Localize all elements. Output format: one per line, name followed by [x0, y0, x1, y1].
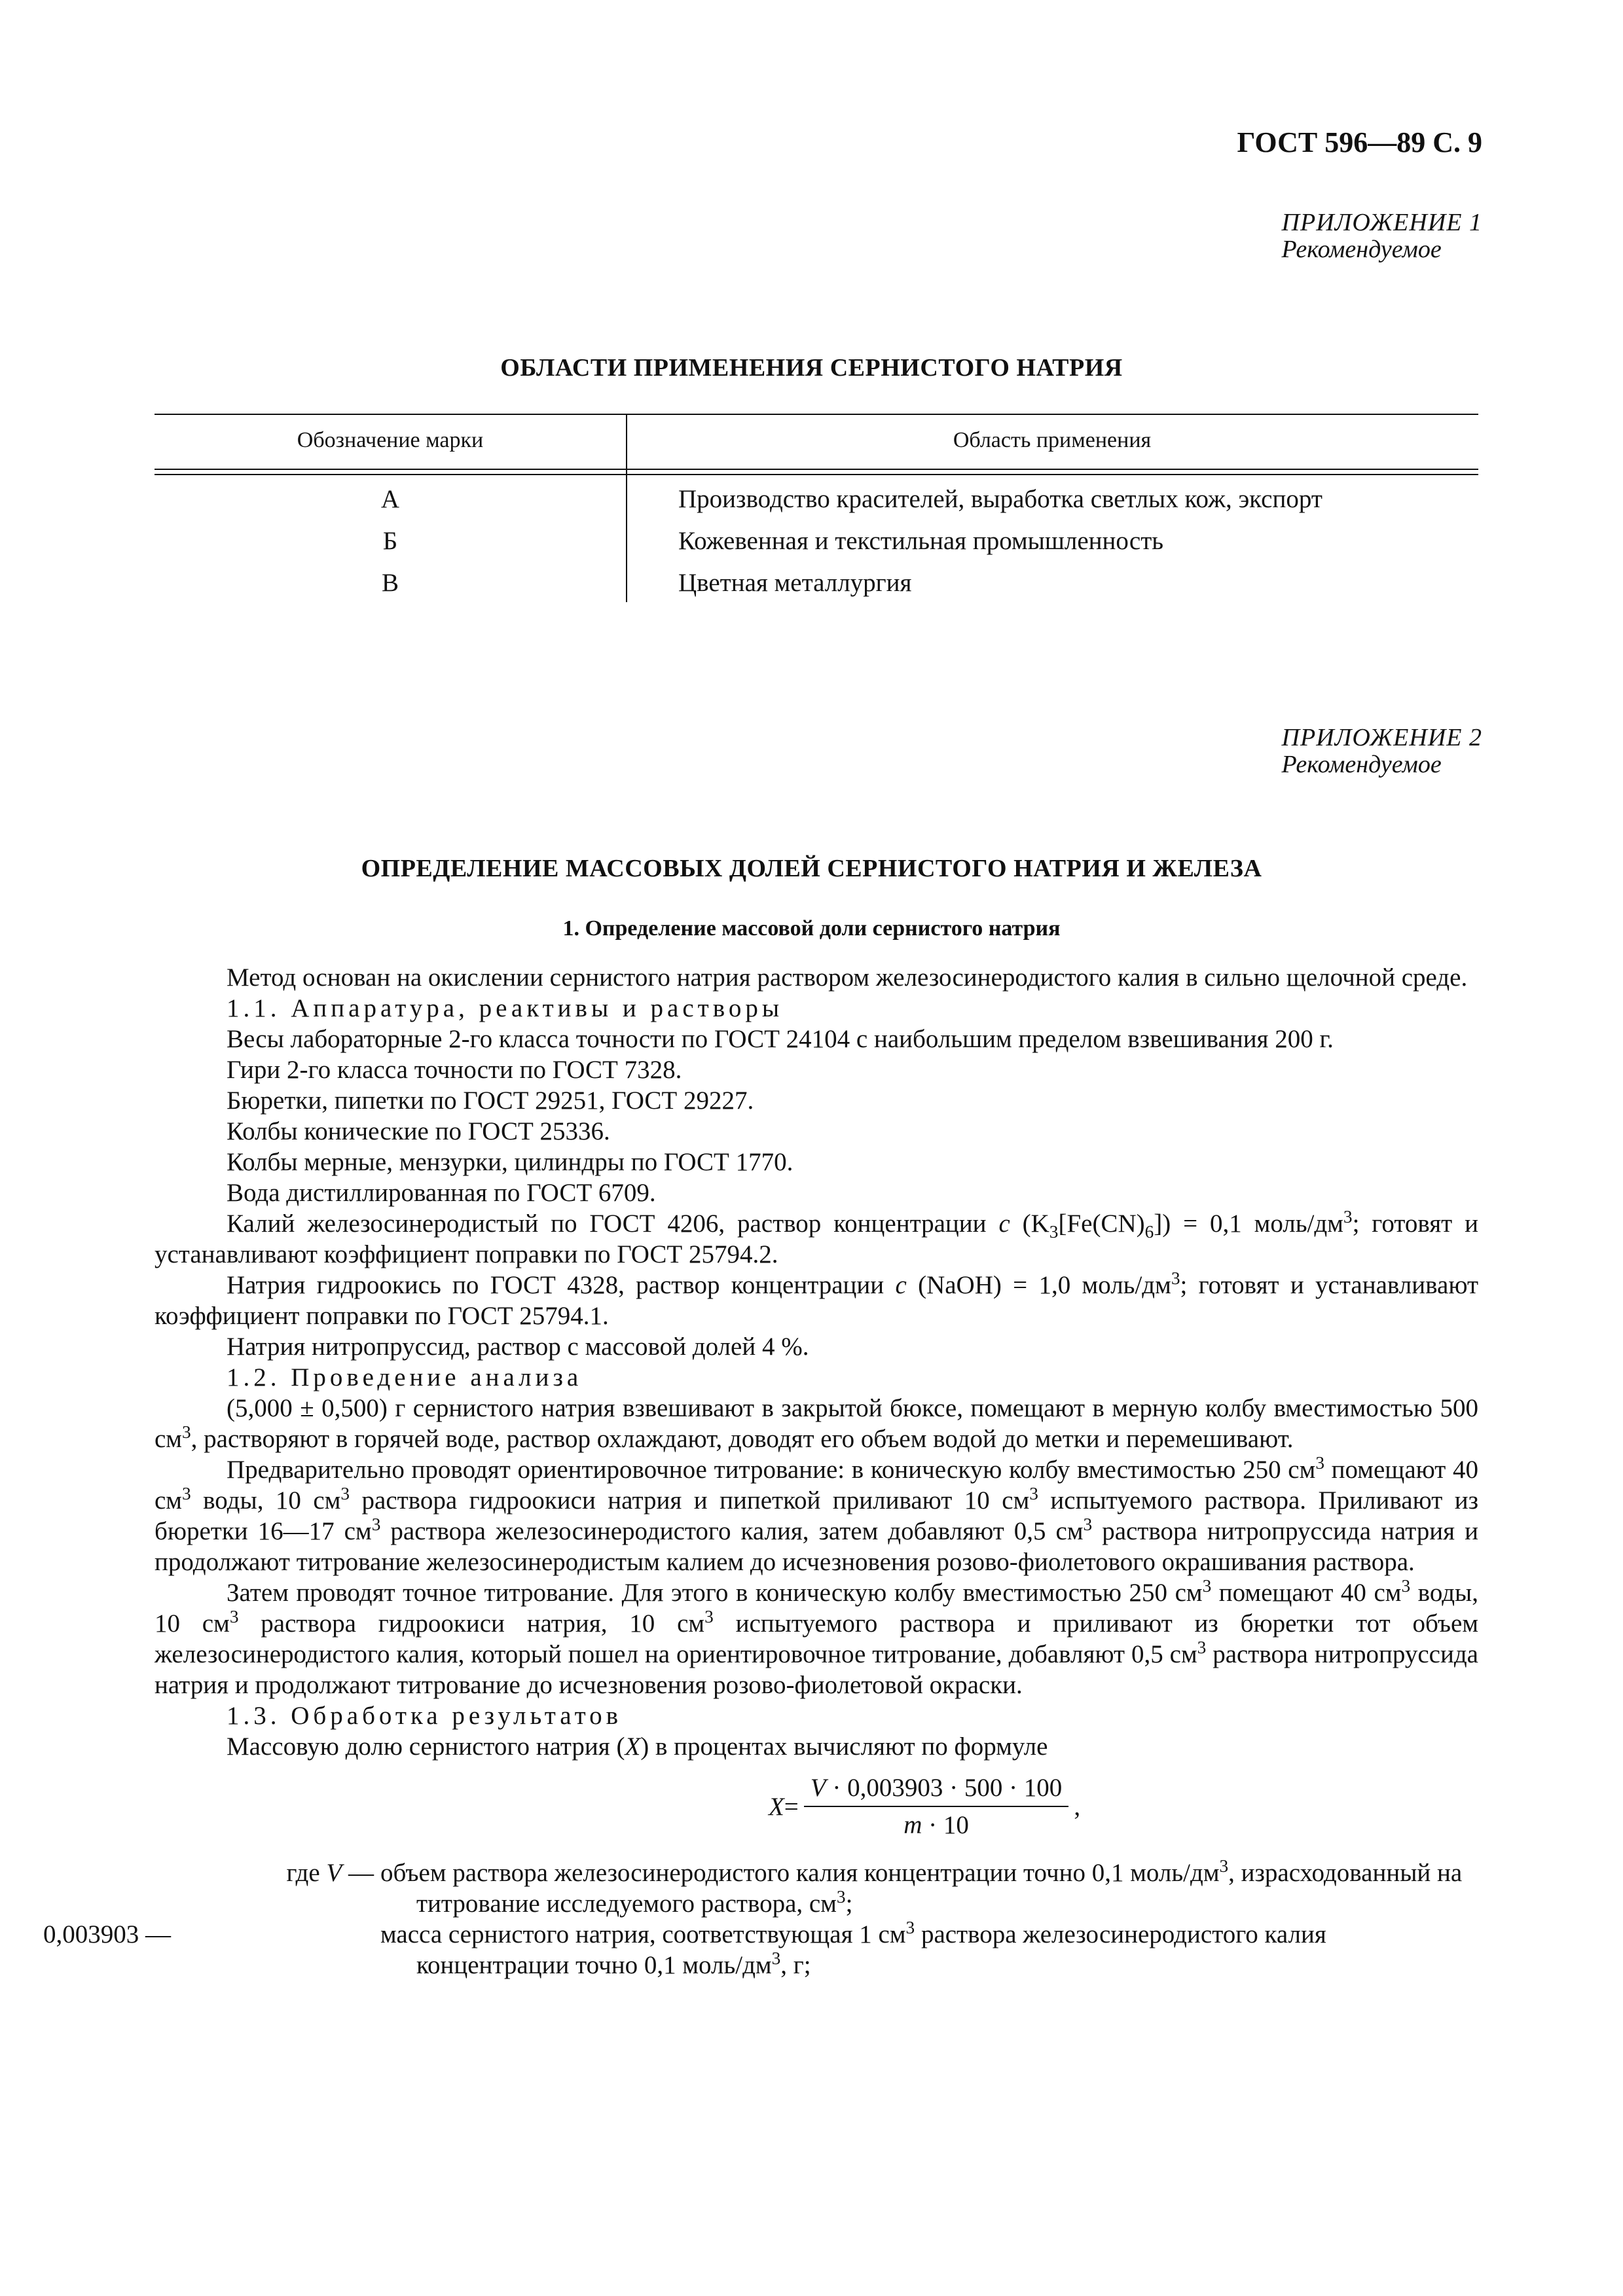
definition-term: 0,003903 — — [43, 1920, 171, 1948]
definition-text: объем раствора железосинеродистого калия концентрации точно 0,1 моль/$дм^3$, израсходованный на титрование исследуемого раствора, $см^3$; — [380, 1856, 1463, 1918]
formula-definitions — [43, 1856, 1478, 1981]
section-title-applications: ОБЛАСТИ ПРИМЕНЕНИЯ СЕРНИСТОГО НАТРИЯ — [500, 354, 1123, 382]
paragraph-flasks: Колбы конические по ГОСТ 25336. — [227, 1117, 610, 1145]
table-cell-mark: В — [381, 569, 399, 597]
table-cell-mark: А — [380, 485, 400, 513]
paragraph-burettes: Бюретки, пипетки по ГОСТ 29251, ГОСТ 29227. — [227, 1086, 754, 1115]
paragraph-method: Метод основан на окислении сернистого натрия раствором железосинеродистого калия в сильно щелочной среде. — [227, 963, 1468, 992]
definition-v — [155, 1857, 1478, 1919]
appendix-1-title: ПРИЛОЖЕНИЕ 1 — [1281, 209, 1482, 236]
paragraph-scales: Весы лабораторные 2-го класса точности по ГОСТ 24104 с наибольшим пределом взвешивания 200 г. — [227, 1025, 1334, 1053]
formula — [371, 1772, 1478, 1840]
paragraph-potassium: Калий железосинеродистый по ГОСТ 4206, раствор концентрации c $(K_3[Fe(CN)_6]) = 0,1$ моль/$дм^3$; готовят и устанавливают коэффициент поправки по ГОСТ 25794.2. — [155, 1207, 1478, 1268]
formula-equals: = — [784, 1792, 799, 1821]
definition-constant — [43, 1918, 1478, 1981]
table-cell-area: Производство красителей, выработка светлых кож, экспорт — [678, 485, 1322, 513]
table-cell-area: Кожевенная и текстильная промышленность — [678, 527, 1164, 555]
section-title-determination: ОПРЕДЕЛЕНИЕ МАССОВЫХ ДОЛЕЙ СЕРНИСТОГО НАТРИЯ И ЖЕЛЕЗА — [361, 855, 1262, 882]
paragraph-exact: Затем проводят точное титрование. Для этого в коническую колбу вместимостью 250 $см^3$ помещают 40 $см^3$ воды, 10 $см^3$ раствора гидроокиси натрия, 10 $см^3$ испытуемого раствора и приливают из бюретки тот объем железосинеродистого калия, который пошел на ориентировочное титрование, добавляют 0,5 $см^3$ раствора нитропруссида натрия и продолжают титрование до исчезновения розово-фиолетовой окраски. — [155, 1576, 1478, 1699]
definition-text: масса сернистого натрия, соответствующая 1 $см^3$ раствора железосинеродистого калия концентрации точно 0,1 моль/$дм^3$, г; — [380, 1918, 1326, 1979]
formula-denominator: m · 10 — [903, 1811, 969, 1839]
heading-1-1: 1.1. Аппаратура, реактивы и растворы — [227, 994, 784, 1022]
paragraph-analysis: (5,000 ± 0,500) г сернистого натрия взвешивают в закрытой бюксе, помещают в мерную колбу вместимостью 500 $см^3$, растворяют в горячей воде, раствор охлаждают, доводят его объем водой до метки и перемешивают. — [155, 1394, 1478, 1453]
heading-1-3: 1.3. Обработка результатов — [227, 1702, 623, 1730]
table-header-mark: Обозначение марки — [297, 428, 484, 452]
paragraph-nitroprusside: Натрия нитропруссид, раствор с массовой долей 4 %. — [227, 1333, 809, 1361]
formula-fraction — [804, 1772, 1069, 1840]
table-header-area: Область применения — [953, 428, 1152, 452]
page-header: ГОСТ 596—89 С. 9 — [1237, 126, 1482, 158]
paragraph-preliminary: Предварительно проводят ориентировочное титрование: в коническую колбу вместимостью 250 $см^3$ помещают 40 $см^3$ воды, 10 $см^3$ раствора гидроокиси натрия и пипеткой приливают 10 $см^3$ испытуемого раствора. Приливают из бюретки 16—17 $см^3$ раствора железосинеродистого калия, затем добавляют 0,5 $см^3$ раствора нитропруссида натрия и продолжают титрование железосинеродистым калием до исчезновения розово-фиолетового окрашивания раствора. — [155, 1453, 1479, 1576]
paragraph-weights: Гири 2-го класса точности по ГОСТ 7328. — [227, 1056, 682, 1084]
appendix-1-label — [1282, 209, 1482, 263]
paragraph-water: Вода дистиллированная по ГОСТ 6709. — [227, 1179, 656, 1207]
appendix-2-note: Рекомендуемое — [1281, 751, 1442, 779]
table-header-rule — [155, 469, 1478, 475]
formula-lhs: X — [768, 1792, 784, 1821]
formula-tail: , — [1074, 1792, 1081, 1821]
appendix-2-label — [1282, 725, 1482, 778]
heading-1-2: 1.2. Проведение анализа — [227, 1363, 583, 1391]
appendix-2-title: ПРИЛОЖЕНИЕ 2 — [1281, 724, 1482, 751]
formula-numerator: V · 0,003903 · 500 · 100 — [804, 1772, 1069, 1807]
definition-term: где V — — [286, 1859, 374, 1887]
table-top-rule — [155, 414, 1478, 415]
paragraph-naoh: Натрия гидроокись по ГОСТ 4328, раствор концентрации c (NaOH) = 1,0 моль/$дм^3$; готовят и устанавливают коэффициент поправки по ГОСТ 25794.1. — [155, 1268, 1478, 1330]
document-body — [43, 962, 1479, 1981]
subsection-title: 1. Определение массовой доли сернистого натрия — [562, 916, 1061, 941]
table-cell-area: Цветная металлургия — [678, 569, 912, 597]
table-cell-mark: Б — [382, 527, 398, 555]
paragraph-measuring: Колбы мерные, мензурки, цилиндры по ГОСТ 1770. — [227, 1148, 793, 1176]
paragraph-calculation: Массовую долю сернистого натрия (X) в процентах вычисляют по формуле — [227, 1732, 1048, 1761]
appendix-1-note: Рекомендуемое — [1281, 236, 1442, 264]
